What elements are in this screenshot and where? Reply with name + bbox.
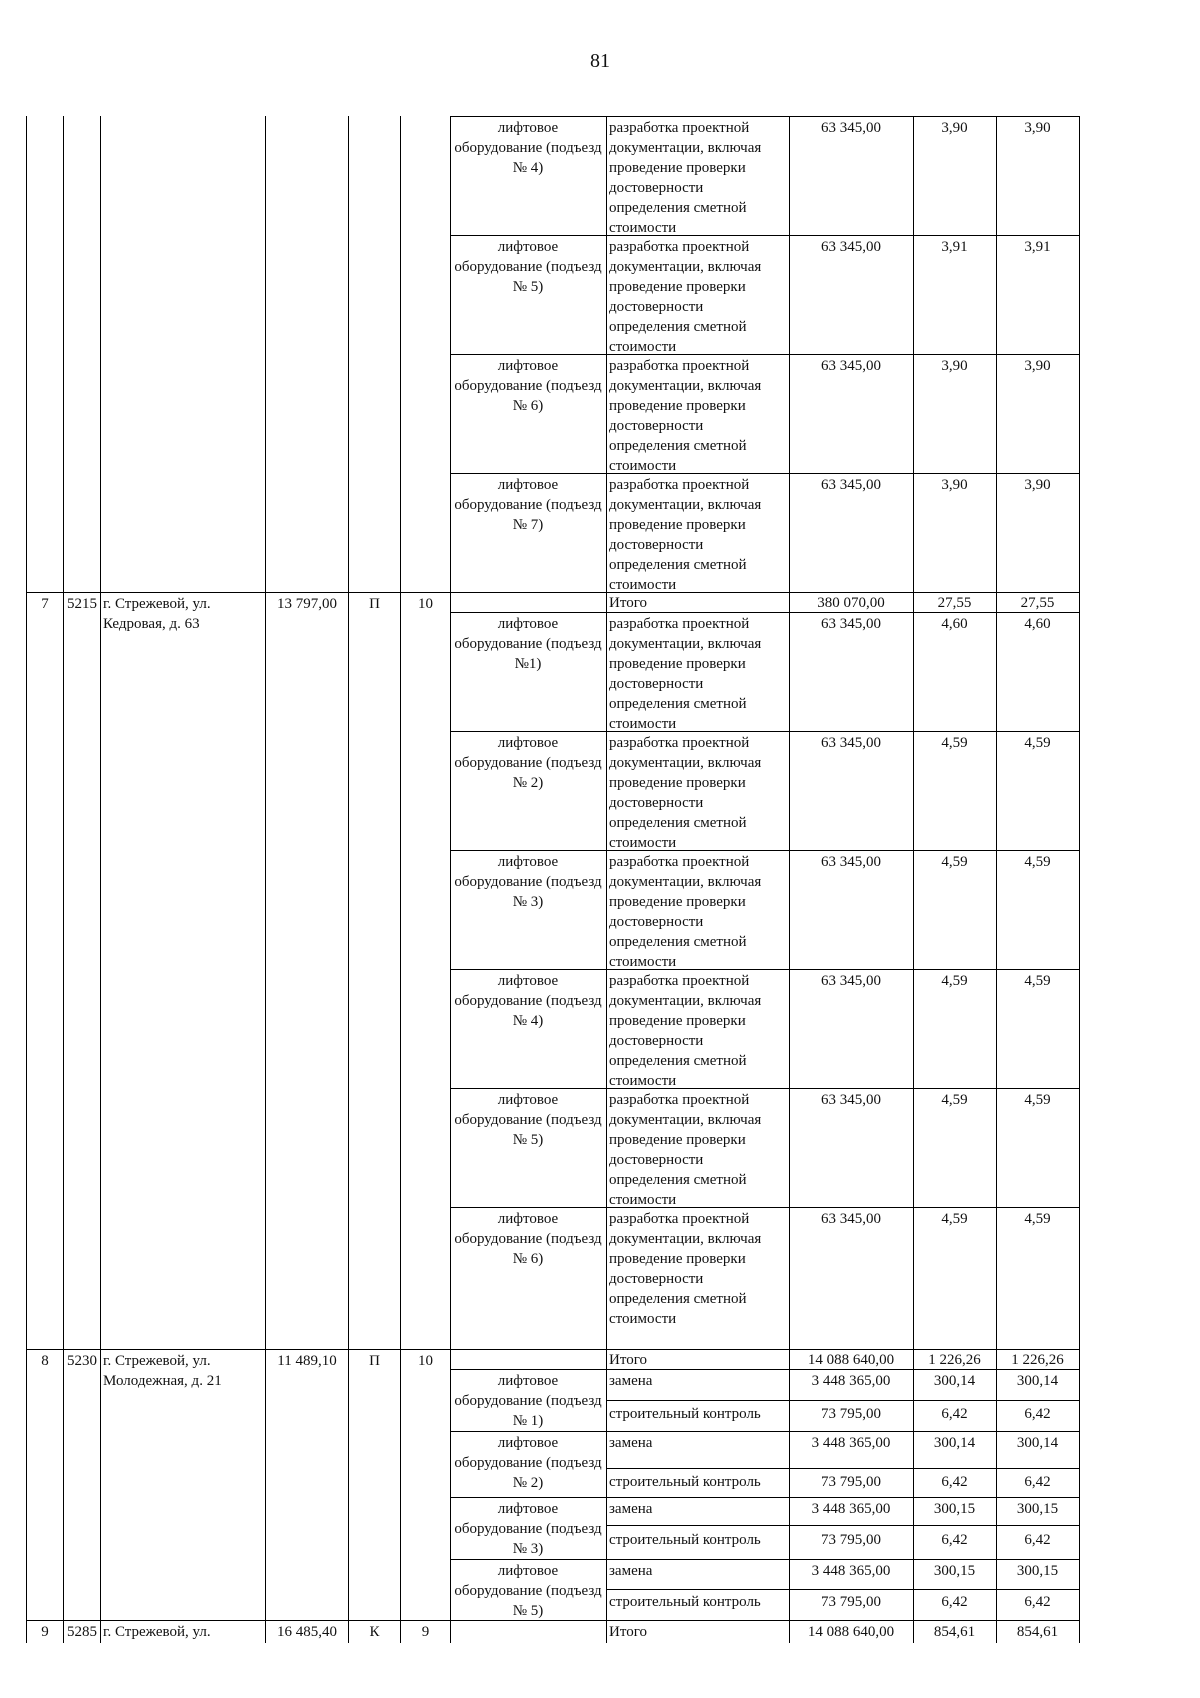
table-cell-text: 14 088 640,00 <box>807 1624 895 1640</box>
table-rule <box>450 1431 1080 1432</box>
table-cell-text: лифтовое <box>497 358 559 374</box>
table-cell-text: определения сметной <box>609 200 747 216</box>
table-cell-text: № 6) <box>512 1251 544 1267</box>
table-cell-text: разработка проектной <box>609 616 750 632</box>
table-rule <box>913 116 914 1643</box>
table-cell-text: 3 448 365,00 <box>811 1373 891 1389</box>
table-cell-text: Кедровая, д. 63 <box>103 616 200 632</box>
table-cell-text: оборудование (подъезд <box>454 497 602 513</box>
table-rule <box>450 731 1080 732</box>
table-rule <box>606 1589 1080 1590</box>
table-cell-text: оборудование (подъезд <box>454 636 602 652</box>
table-cell-text: определения сметной <box>609 557 747 573</box>
table-cell-text: № 2) <box>512 775 544 791</box>
table-cell-text: разработка проектной <box>609 358 750 374</box>
table-cell-text: документации, включая <box>609 140 762 156</box>
table-cell-text: лифтовое <box>497 1563 559 1579</box>
table-cell-text: определения сметной <box>609 934 747 950</box>
table-cell-text: 6,42 <box>941 1474 968 1490</box>
table-cell-text: 300,14 <box>1016 1435 1059 1451</box>
table-cell-text: 13 797,00 <box>277 596 337 612</box>
table-cell-text: 3,90 <box>1024 120 1051 136</box>
table-cell-text: 63 345,00 <box>821 735 881 751</box>
table-cell-text: № 4) <box>512 1013 544 1029</box>
table-cell-text: проведение проверки <box>609 279 746 295</box>
table-cell-text: достоверности <box>609 537 704 553</box>
table-cell-text: стоимости <box>609 339 677 355</box>
table-cell-text: № 5) <box>512 279 544 295</box>
table-cell-text: 5230 <box>67 1353 97 1369</box>
table-rule <box>606 1400 1080 1401</box>
table-cell-text: лифтовое <box>497 1092 559 1108</box>
table-rule <box>26 116 27 1643</box>
table-cell-text: оборудование (подъезд <box>454 1231 602 1247</box>
table-cell-text: Итого <box>609 1352 647 1368</box>
table-cell-text: проведение проверки <box>609 1132 746 1148</box>
table-cell-text: документации, включая <box>609 993 762 1009</box>
table-cell-text: замена <box>609 1435 653 1451</box>
table-cell-text: документации, включая <box>609 259 762 275</box>
table-cell-text: 63 345,00 <box>821 973 881 989</box>
table-cell-text: разработка проектной <box>609 1092 750 1108</box>
table-cell-text: 380 070,00 <box>817 595 885 611</box>
table-rule <box>348 116 349 1643</box>
table-rule <box>606 1468 1080 1469</box>
table-rule <box>450 969 1080 970</box>
table-cell-text: достоверности <box>609 1271 704 1287</box>
table-cell-text: П <box>369 1353 380 1369</box>
table-cell-text: № 4) <box>512 160 544 176</box>
table-cell-text: разработка проектной <box>609 973 750 989</box>
table-cell-text: г. Стрежевой, ул. <box>103 1624 211 1640</box>
table-cell-text: достоверности <box>609 914 704 930</box>
table-cell-text: 300,14 <box>933 1373 976 1389</box>
table-cell-text: определения сметной <box>609 1172 747 1188</box>
table-cell-text: 10 <box>418 596 433 612</box>
table-cell-text: строительный контроль <box>609 1474 761 1490</box>
table-cell-text: Молодежная, д. 21 <box>103 1373 222 1389</box>
table-cell-text: 300,15 <box>1016 1501 1059 1517</box>
table-cell-text: определения сметной <box>609 815 747 831</box>
table-cell-text: 1 226,26 <box>928 1352 981 1368</box>
table-cell-text: оборудование (подъезд <box>454 755 602 771</box>
table-cell-text: разработка проектной <box>609 120 750 136</box>
table-cell-text: оборудование (подъезд <box>454 1521 602 1537</box>
table-cell-text: лифтовое <box>497 973 559 989</box>
table-cell-text: 6,42 <box>1024 1594 1051 1610</box>
table-rule <box>450 235 1080 236</box>
table-cell-text: оборудование (подъезд <box>454 874 602 890</box>
table-cell-text: П <box>369 596 380 612</box>
table-cell-text: 27,55 <box>1020 595 1055 611</box>
table-cell-text: г. Стрежевой, ул. <box>103 596 211 612</box>
table-cell-text: 27,55 <box>937 595 972 611</box>
table-cell-text: 300,15 <box>933 1501 976 1517</box>
table-cell-text: 4,59 <box>1024 973 1051 989</box>
table-cell-text: 4,59 <box>941 1092 968 1108</box>
table-rule <box>265 116 266 1643</box>
table-cell-text: 1 226,26 <box>1011 1352 1064 1368</box>
table-cell-text: 6,42 <box>1024 1474 1051 1490</box>
table-rule <box>450 116 1080 117</box>
table-cell-text: лифтовое <box>497 1211 559 1227</box>
table-rule <box>606 116 607 1643</box>
table-cell-text: К <box>369 1624 380 1640</box>
table-cell-text: строительный контроль <box>609 1594 761 1610</box>
table-cell-text: документации, включая <box>609 1231 762 1247</box>
table-cell-text: лифтовое <box>497 120 559 136</box>
table-cell-text: № 2) <box>512 1475 544 1491</box>
table-rule <box>100 116 101 1643</box>
table-cell-text: 10 <box>418 1353 433 1369</box>
table-cell-text: лифтовое <box>497 616 559 632</box>
table-cell-text: проведение проверки <box>609 517 746 533</box>
table-cell-text: достоверности <box>609 676 704 692</box>
table-cell-text: 300,14 <box>1016 1373 1059 1389</box>
table-cell-text: стоимости <box>609 954 677 970</box>
table-cell-text: лифтовое <box>497 735 559 751</box>
table-rule <box>450 1207 1080 1208</box>
table-rule <box>400 116 401 1643</box>
table-cell-text: достоверности <box>609 180 704 196</box>
table-cell-text: № 6) <box>512 398 544 414</box>
table-cell-text: документации, включая <box>609 497 762 513</box>
table-rule <box>63 116 64 1643</box>
table-cell-text: 5215 <box>67 596 97 612</box>
table-rule <box>450 473 1080 474</box>
table-cell-text: 8 <box>41 1353 49 1369</box>
table-cell-text: лифтовое <box>497 1435 559 1451</box>
table-cell-text: 854,61 <box>933 1624 976 1640</box>
table-cell-text: оборудование (подъезд <box>454 1112 602 1128</box>
table-rule <box>450 1088 1080 1089</box>
table-cell-text: проведение проверки <box>609 160 746 176</box>
table-cell-text: № 7) <box>512 517 544 533</box>
table-cell-text: 63 345,00 <box>821 616 881 632</box>
table-cell-text: оборудование (подъезд <box>454 140 602 156</box>
table-cell-text: 3,90 <box>941 120 968 136</box>
table-cell-text: 73 795,00 <box>821 1406 881 1422</box>
page-number: 81 <box>590 50 610 72</box>
table-cell-text: 4,59 <box>1024 735 1051 751</box>
table-cell-text: оборудование (подъезд <box>454 1583 602 1599</box>
table-cell-text: № 1) <box>512 1413 544 1429</box>
table-cell-text: 73 795,00 <box>821 1474 881 1490</box>
table-cell-text: строительный контроль <box>609 1406 761 1422</box>
table-cell-text: 300,14 <box>933 1435 976 1451</box>
table-cell-text: 300,15 <box>1016 1563 1059 1579</box>
table-cell-text: 4,59 <box>941 854 968 870</box>
table-cell-text: 3,91 <box>941 239 968 255</box>
table-cell-text: документации, включая <box>609 1112 762 1128</box>
table-rule <box>450 1497 1080 1498</box>
table-cell-text: 9 <box>41 1624 49 1640</box>
table-cell-text: 6,42 <box>1024 1532 1051 1548</box>
table-cell-text: 3,90 <box>941 477 968 493</box>
table-rule <box>450 116 451 1643</box>
table-cell-text: лифтовое <box>497 239 559 255</box>
table-cell-text: стоимости <box>609 577 677 593</box>
table-cell-text: 16 485,40 <box>277 1624 337 1640</box>
table-cell-text: стоимости <box>609 220 677 236</box>
table-cell-text: 9 <box>421 1624 430 1640</box>
table-cell-text: разработка проектной <box>609 735 750 751</box>
table-cell-text: 3 448 365,00 <box>811 1435 891 1451</box>
table-cell-text: разработка проектной <box>609 1211 750 1227</box>
table-cell-text: оборудование (подъезд <box>454 1455 602 1471</box>
table-cell-text: 3,91 <box>1024 239 1051 255</box>
table-cell-text: оборудование (подъезд <box>454 378 602 394</box>
table-cell-text: проведение проверки <box>609 1251 746 1267</box>
table-cell-text: лифтовое <box>497 477 559 493</box>
table-cell-text: 4,59 <box>941 735 968 751</box>
table-cell-text: 4,60 <box>941 616 968 632</box>
table-cell-text: 3,90 <box>1024 477 1051 493</box>
table-cell-text: 63 345,00 <box>821 358 881 374</box>
table-rule <box>1079 116 1080 1643</box>
table-rule <box>789 116 790 1643</box>
table-cell-text: № 5) <box>512 1132 544 1148</box>
table-cell-text: № 3) <box>512 894 544 910</box>
table-cell-text: проведение проверки <box>609 775 746 791</box>
table-rule <box>450 1559 1080 1560</box>
table-cell-text: 14 088 640,00 <box>807 1352 895 1368</box>
table-cell-text: строительный контроль <box>609 1532 761 1548</box>
table-cell-text: 3 448 365,00 <box>811 1563 891 1579</box>
table-cell-text: 4,59 <box>941 973 968 989</box>
table-cell-text: 63 345,00 <box>821 477 881 493</box>
table-cell-text: №1) <box>514 656 542 672</box>
table-cell-text: 63 345,00 <box>821 854 881 870</box>
table-cell-text: № 3) <box>512 1541 544 1557</box>
table-cell-text: 4,59 <box>1024 1211 1051 1227</box>
table-cell-text: разработка проектной <box>609 477 750 493</box>
table-cell-text: достоверности <box>609 795 704 811</box>
table-cell-text: стоимости <box>609 716 677 732</box>
table-cell-text: 300,15 <box>933 1563 976 1579</box>
table-cell-text: Итого <box>609 595 647 611</box>
table-cell-text: стоимости <box>609 1192 677 1208</box>
table-cell-text: документации, включая <box>609 874 762 890</box>
table-cell-text: определения сметной <box>609 696 747 712</box>
table-cell-text: лифтовое <box>497 1373 559 1389</box>
table-cell-text: 6,42 <box>941 1594 968 1610</box>
table-cell-text: достоверности <box>609 299 704 315</box>
table-cell-text: 6,42 <box>941 1532 968 1548</box>
table-cell-text: определения сметной <box>609 319 747 335</box>
table-cell-text: 4,60 <box>1024 616 1051 632</box>
table-cell-text: оборудование (подъезд <box>454 1393 602 1409</box>
table-cell-text: замена <box>609 1501 653 1517</box>
table-cell-text: № 5) <box>512 1603 544 1619</box>
table-cell-text: определения сметной <box>609 438 747 454</box>
table-cell-text: стоимости <box>609 1311 677 1327</box>
table-cell-text: определения сметной <box>609 1291 747 1307</box>
table-cell-text: 11 489,10 <box>277 1353 337 1369</box>
table-cell-text: проведение проверки <box>609 1013 746 1029</box>
table-cell-text: замена <box>609 1373 653 1389</box>
table-cell-text: г. Стрежевой, ул. <box>103 1353 211 1369</box>
table-cell-text: 7 <box>41 596 49 612</box>
table-rule <box>606 1525 1080 1526</box>
table-cell-text: 63 345,00 <box>821 239 881 255</box>
table-cell-text: 3 448 365,00 <box>811 1501 891 1517</box>
table-cell-text: 4,59 <box>1024 854 1051 870</box>
table-cell-text: достоверности <box>609 418 704 434</box>
table-cell-text: 73 795,00 <box>821 1532 881 1548</box>
table-rule <box>450 850 1080 851</box>
table-cell-text: 6,42 <box>941 1406 968 1422</box>
table-cell-text: 4,59 <box>1024 1092 1051 1108</box>
table-cell-text: 3,90 <box>941 358 968 374</box>
table-cell-text: стоимости <box>609 1073 677 1089</box>
table-cell-text: лифтовое <box>497 1501 559 1517</box>
table-cell-text: документации, включая <box>609 755 762 771</box>
table-cell-text: 854,61 <box>1016 1624 1059 1640</box>
table-cell-text: документации, включая <box>609 636 762 652</box>
table-cell-text: проведение проверки <box>609 894 746 910</box>
table-cell-text: замена <box>609 1563 653 1579</box>
table-cell-text: 63 345,00 <box>821 1211 881 1227</box>
table-cell-text: оборудование (подъезд <box>454 259 602 275</box>
table-cell-text: 73 795,00 <box>821 1594 881 1610</box>
table-cell-text: 3,90 <box>1024 358 1051 374</box>
table-cell-text: 63 345,00 <box>821 1092 881 1108</box>
table-cell-text: 63 345,00 <box>821 120 881 136</box>
table-cell-text: разработка проектной <box>609 239 750 255</box>
table-cell-text: 6,42 <box>1024 1406 1051 1422</box>
table-cell-text: оборудование (подъезд <box>454 993 602 1009</box>
table-cell-text: документации, включая <box>609 378 762 394</box>
table-cell-text: проведение проверки <box>609 398 746 414</box>
table-cell-text: стоимости <box>609 835 677 851</box>
table-rule <box>450 354 1080 355</box>
table-cell-text: Итого <box>609 1624 647 1640</box>
table-cell-text: разработка проектной <box>609 854 750 870</box>
table-cell-text: стоимости <box>609 458 677 474</box>
table-cell-text: лифтовое <box>497 854 559 870</box>
table-cell-text: 5285 <box>67 1624 97 1640</box>
table-cell-text: 4,59 <box>941 1211 968 1227</box>
table-cell-text: достоверности <box>609 1033 704 1049</box>
table-cell-text: достоверности <box>609 1152 704 1168</box>
table-rule <box>996 116 997 1643</box>
table-cell-text: проведение проверки <box>609 656 746 672</box>
table-cell-text: определения сметной <box>609 1053 747 1069</box>
